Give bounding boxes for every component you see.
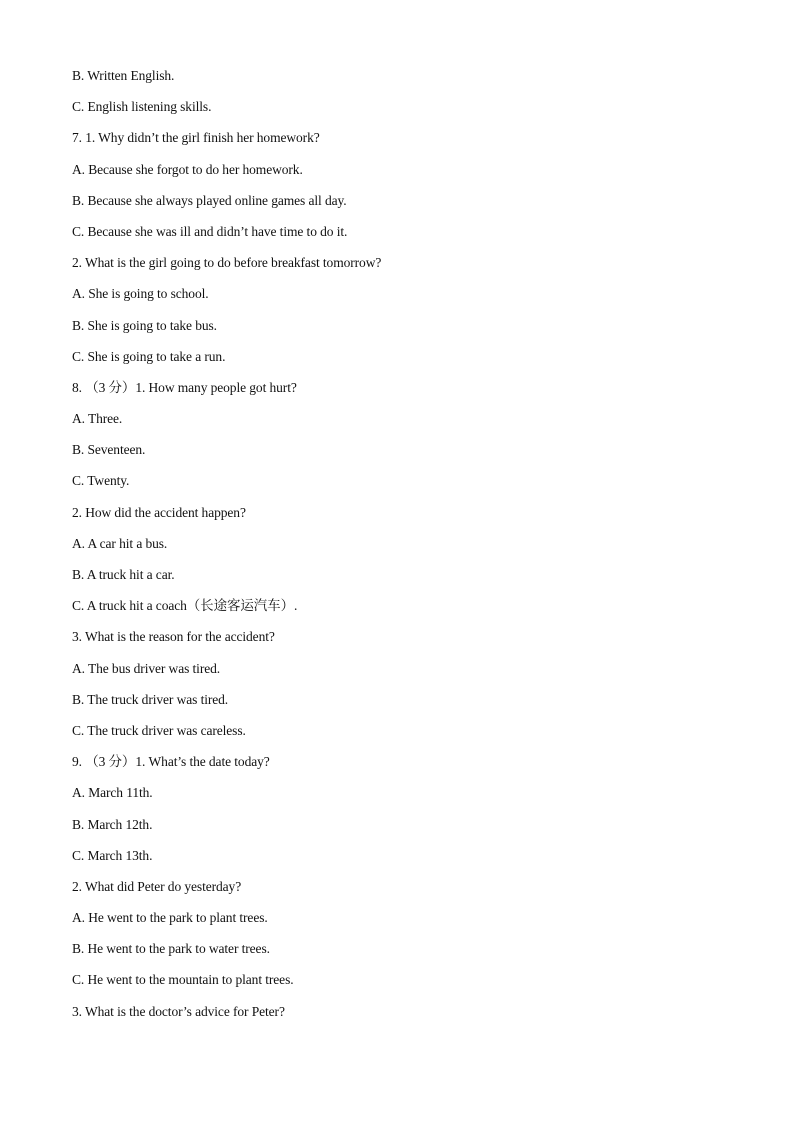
answer-option-c: C. A truck hit a coach（长途客运汽车）. (72, 598, 298, 614)
answer-option-a: A. Three. (72, 411, 123, 427)
answer-option-c: C. March 13th. (72, 847, 153, 863)
question-8-1: 8. （3 分）1. How many people got hurt? (72, 379, 297, 395)
answer-option-b: B. She is going to take bus. (72, 317, 217, 333)
answer-option-c: C. Because she was ill and didn’t have time to do it. (72, 223, 348, 239)
answer-option-b: B. The truck driver was tired. (72, 691, 229, 707)
question-8-3: 3. What is the reason for the accident? (72, 629, 275, 645)
answer-option-b: B. He went to the park to water trees. (72, 941, 270, 957)
answer-option-c-listening-skills: C. English listening skills. (72, 99, 212, 115)
answer-option-a: A. March 11th. (72, 785, 153, 801)
question-9-3: 3. What is the doctor’s advice for Peter? (72, 1003, 285, 1019)
answer-option-b: B. Because she always played online games all day. (72, 192, 347, 208)
question-7-1: 7. 1. Why didn’t the girl finish her homework? (72, 130, 320, 146)
answer-option-c: C. The truck driver was careless. (72, 722, 246, 738)
question-7-2: 2. What is the girl going to do before breakfast tomorrow? (72, 255, 382, 271)
answer-option-c: C. She is going to take a run. (72, 348, 226, 364)
question-8-2: 2. How did the accident happen? (72, 504, 246, 520)
answer-option-a: A. A car hit a bus. (72, 535, 168, 551)
answer-option-b-written-english: B. Written English. (72, 68, 175, 83)
answer-option-a: A. The bus driver was tired. (72, 660, 221, 676)
question-list (72, 66, 752, 1033)
answer-option-b: B. Seventeen. (72, 442, 146, 458)
answer-option-c: C. He went to the mountain to plant trees. (72, 972, 294, 988)
answer-option-c: C. Twenty. (72, 473, 130, 489)
answer-option-a: A. He went to the park to plant trees. (72, 910, 268, 926)
question-9-2: 2. What did Peter do yesterday? (72, 878, 242, 894)
answer-option-b: B. A truck hit a car. (72, 567, 175, 582)
answer-option-a: A. She is going to school. (72, 286, 209, 302)
question-9-1: 9. （3 分）1. What’s the date today? (72, 754, 270, 770)
answer-option-b: B. March 12th. (72, 816, 153, 832)
answer-option-a: A. Because she forgot to do her homework. (72, 161, 303, 177)
